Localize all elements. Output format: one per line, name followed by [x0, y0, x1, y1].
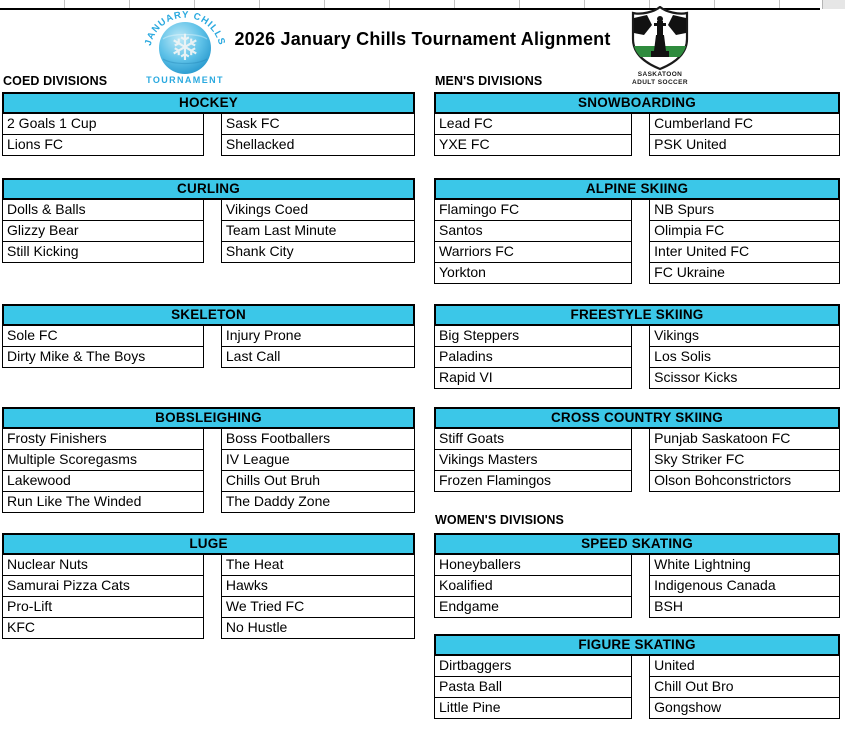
team-cell: IV League: [221, 450, 415, 471]
team-row: [434, 135, 840, 156]
column-gap: [632, 656, 649, 677]
column-gap: [632, 242, 649, 263]
team-cell: Santos: [434, 221, 632, 242]
section-label-mens-divisions: MEN'S DIVISIONS: [435, 74, 543, 88]
team-cell: Punjab Saskatoon FC: [649, 429, 840, 450]
team-cell: Dirty Mike & The Boys: [2, 347, 204, 368]
division-title: CROSS COUNTRY SKIING: [434, 407, 840, 429]
column-gap: [204, 200, 221, 221]
logo-arc-text: JANUARY CHILLS: [142, 9, 228, 47]
team-row: [2, 492, 415, 513]
team-cell: Lakewood: [2, 471, 204, 492]
team-cell: Pasta Ball: [434, 677, 632, 698]
division-title: ALPINE SKIING: [434, 178, 840, 200]
team-row: [434, 114, 840, 135]
division-table-skeleton: [2, 304, 415, 368]
team-row: [2, 326, 415, 347]
team-row: [434, 368, 840, 389]
team-row: [434, 471, 840, 492]
team-cell: Shellacked: [221, 135, 415, 156]
team-cell: Hawks: [221, 576, 415, 597]
logo-adult-soccer-text: ADULT SOCCER: [632, 79, 688, 86]
column-gap: [632, 450, 649, 471]
team-cell: Last Call: [221, 347, 415, 368]
column-gap: [632, 555, 649, 576]
team-row: [434, 576, 840, 597]
division-table-cross-country-skiing: [434, 407, 840, 492]
team-cell: Los Solis: [649, 347, 840, 368]
column-gap: [204, 576, 221, 597]
team-cell: Olimpia FC: [649, 221, 840, 242]
team-cell: Cumberland FC: [649, 114, 840, 135]
column-gap: [204, 326, 221, 347]
division-title: LUGE: [2, 533, 415, 555]
team-cell: Lead FC: [434, 114, 632, 135]
division-title: FREESTYLE SKIING: [434, 304, 840, 326]
division-table-speed-skating: [434, 533, 840, 618]
team-row: [434, 242, 840, 263]
column-gap: [632, 677, 649, 698]
team-cell: Honeyballers: [434, 555, 632, 576]
column-gap: [632, 263, 649, 284]
team-cell: Sask FC: [221, 114, 415, 135]
team-cell: Samurai Pizza Cats: [2, 576, 204, 597]
team-cell: FC Ukraine: [649, 263, 840, 284]
column-gap: [204, 114, 221, 135]
section-label-womens-divisions: WOMEN'S DIVISIONS: [435, 513, 564, 527]
team-cell: Boss Footballers: [221, 429, 415, 450]
team-row: [434, 656, 840, 677]
team-cell: Vikings Masters: [434, 450, 632, 471]
team-row: [2, 200, 415, 221]
team-row: [2, 135, 415, 156]
team-row: [2, 114, 415, 135]
column-gap: [204, 492, 221, 513]
division-title: SNOWBOARDING: [434, 92, 840, 114]
team-cell: YXE FC: [434, 135, 632, 156]
team-cell: Big Steppers: [434, 326, 632, 347]
team-row: [434, 326, 840, 347]
column-gap: [632, 429, 649, 450]
column-gap: [204, 471, 221, 492]
column-gap: [204, 429, 221, 450]
team-cell: Multiple Scoregasms: [2, 450, 204, 471]
spreadsheet-gridline-strip-corner: [822, 0, 845, 9]
team-row: [434, 555, 840, 576]
team-row: [2, 221, 415, 242]
division-title: FIGURE SKATING: [434, 634, 840, 656]
team-cell: Lions FC: [2, 135, 204, 156]
column-gap: [632, 597, 649, 618]
division-table-curling: [2, 178, 415, 263]
team-cell: Yorkton: [434, 263, 632, 284]
column-gap: [632, 221, 649, 242]
team-cell: Paladins: [434, 347, 632, 368]
division-table-snowboarding: [434, 92, 840, 156]
team-cell: Endgame: [434, 597, 632, 618]
team-cell: Stiff Goats: [434, 429, 632, 450]
column-gap: [632, 347, 649, 368]
division-title: SKELETON: [2, 304, 415, 326]
team-cell: Sole FC: [2, 326, 204, 347]
team-row: [2, 555, 415, 576]
team-cell: The Heat: [221, 555, 415, 576]
team-cell: Chill Out Bro: [649, 677, 840, 698]
team-cell: Chills Out Bruh: [221, 471, 415, 492]
section-label-coed-divisions: COED DIVISIONS: [3, 74, 108, 88]
team-cell: The Daddy Zone: [221, 492, 415, 513]
division-title: BOBSLEIGHING: [2, 407, 415, 429]
team-cell: We Tried FC: [221, 597, 415, 618]
team-cell: Dirtbaggers: [434, 656, 632, 677]
team-cell: Warriors FC: [434, 242, 632, 263]
team-cell: Gongshow: [649, 698, 840, 719]
column-gap: [204, 555, 221, 576]
team-cell: Frozen Flamingos: [434, 471, 632, 492]
column-gap: [632, 698, 649, 719]
team-row: [2, 450, 415, 471]
logo-saskatoon-text: SASKATOON: [637, 71, 683, 78]
team-row: [2, 347, 415, 368]
column-gap: [632, 471, 649, 492]
team-cell: PSK United: [649, 135, 840, 156]
division-table-figure-skating: [434, 634, 840, 719]
column-gap: [632, 114, 649, 135]
division-table-alpine-skiing: [434, 178, 840, 284]
snowflake-icon: ❄: [169, 28, 201, 69]
logo-tournament-text: TOURNAMENT: [146, 75, 224, 85]
team-row: [434, 200, 840, 221]
team-cell: White Lightning: [649, 555, 840, 576]
team-row: [434, 347, 840, 368]
column-gap: [632, 368, 649, 389]
team-cell: 2 Goals 1 Cup: [2, 114, 204, 135]
team-cell: Team Last Minute: [221, 221, 415, 242]
column-gap: [204, 450, 221, 471]
team-row: [434, 698, 840, 719]
team-row: [2, 471, 415, 492]
team-row: [434, 450, 840, 471]
team-cell: Nuclear Nuts: [2, 555, 204, 576]
team-cell: Rapid VI: [434, 368, 632, 389]
team-cell: Frosty Finishers: [2, 429, 204, 450]
team-row: [2, 597, 415, 618]
team-row: [434, 597, 840, 618]
team-row: [2, 242, 415, 263]
column-gap: [204, 135, 221, 156]
team-cell: Dolls & Balls: [2, 200, 204, 221]
team-cell: Little Pine: [434, 698, 632, 719]
column-gap: [632, 326, 649, 347]
team-row: [2, 576, 415, 597]
team-cell: No Hustle: [221, 618, 415, 639]
column-gap: [204, 221, 221, 242]
team-cell: Vikings Coed: [221, 200, 415, 221]
division-title: SPEED SKATING: [434, 533, 840, 555]
team-cell: Vikings: [649, 326, 840, 347]
division-table-freestyle-skiing: [434, 304, 840, 389]
team-cell: Shank City: [221, 242, 415, 263]
column-gap: [632, 135, 649, 156]
team-cell: Koalified: [434, 576, 632, 597]
team-cell: Pro-Lift: [2, 597, 204, 618]
page-title: 2026 January Chills Tournament Alignment: [234, 29, 611, 49]
team-cell: Scissor Kicks: [649, 368, 840, 389]
team-cell: Sky Striker FC: [649, 450, 840, 471]
column-gap: [632, 200, 649, 221]
team-cell: Run Like The Winded: [2, 492, 204, 513]
team-row: [2, 429, 415, 450]
division-table-luge: [2, 533, 415, 639]
team-cell: Indigenous Canada: [649, 576, 840, 597]
team-cell: KFC: [2, 618, 204, 639]
team-row: [434, 429, 840, 450]
division-title: HOCKEY: [2, 92, 415, 114]
division-table-bobsleighing: [2, 407, 415, 513]
column-gap: [204, 618, 221, 639]
team-cell: Injury Prone: [221, 326, 415, 347]
team-cell: BSH: [649, 597, 840, 618]
team-row: [434, 677, 840, 698]
team-cell: Inter United FC: [649, 242, 840, 263]
column-gap: [204, 597, 221, 618]
team-cell: Flamingo FC: [434, 200, 632, 221]
team-cell: Still Kicking: [2, 242, 204, 263]
team-row: [434, 263, 840, 284]
team-cell: Glizzy Bear: [2, 221, 204, 242]
team-row: [2, 618, 415, 639]
team-row: [434, 221, 840, 242]
team-cell: United: [649, 656, 840, 677]
division-title: CURLING: [2, 178, 415, 200]
team-cell: NB Spurs: [649, 200, 840, 221]
column-gap: [204, 347, 221, 368]
column-gap: [632, 576, 649, 597]
division-table-hockey: [2, 92, 415, 156]
team-cell: Olson Bohconstrictors: [649, 471, 840, 492]
column-gap: [204, 242, 221, 263]
